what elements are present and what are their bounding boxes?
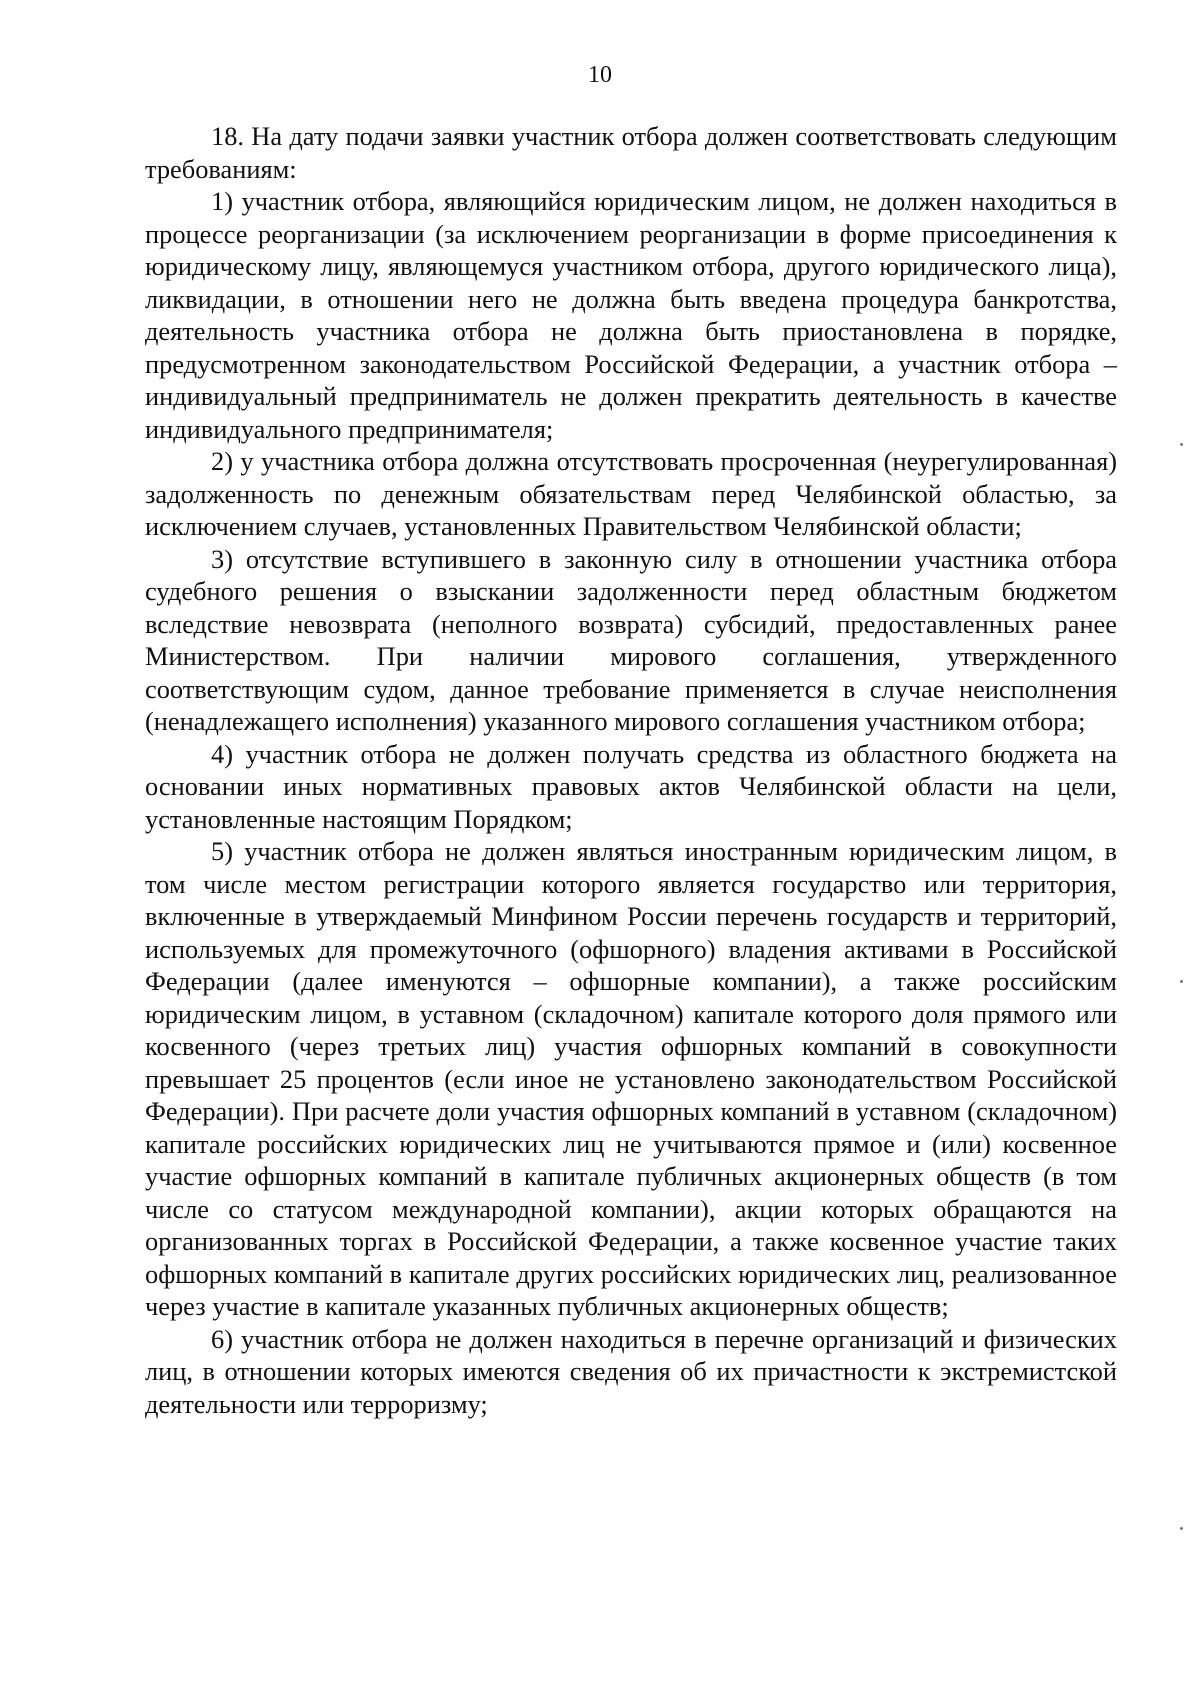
- scan-speck: [1180, 443, 1183, 446]
- document-body: [145, 120, 1117, 1420]
- paragraph-item-5: 5) участник отбора не должен являться иностранным юридическим лицом, в том числе местом регистрации которого является государство или территория, включенные в утверждаемый Минфином России перечень государств и территорий, используемых для промежуточного (офшорного) владения активами в Российской Федерации (далее именуются – офшорные компании), а также российским юридическим лицом, в уставном (складочном) капитале которого доля прямого или косвенного (через третьих лиц) участия офшорных компаний в совокупности превышает 25 процентов (если иное не установлено законодательством Российской Федерации). При расчете доли участия офшорных компаний в уставном (складочном) капитале российских юридических лиц не учитываются прямое и (или) косвенное участие офшорных компаний в капитале публичных акционерных обществ (в том числе со статусом международной компании), акции которых обращаются на организованных торгах в Российской Федерации, а также косвенное участие таких офшорных компаний в капитале других российских юридических лиц, реализованное через участие в капитале указанных публичных акционерных обществ;: [145, 836, 1117, 1321]
- scan-speck: [1180, 980, 1183, 983]
- paragraph-item-6: 6) участник отбора не должен находиться в перечне организаций и физических лиц, в отношении которых имеются сведения об их причастности к экстремистской деятельности или терроризму;: [145, 1323, 1117, 1419]
- paragraph-item-1: 1) участник отбора, являющийся юридическим лицом, не должен находиться в процессе реорганизации (за исключением реорганизации в форме присоединения к юридическому лицу, являющемуся участником отбора, другого юридического лица), ликвидации, в отношении него не должна быть введена процедура банкротства, деятельность участника отбора не должна быть приостановлена в порядке, предусмотренном законодательством Российской Федерации, а участник отбора – индивидуальный предприниматель не должен прекратить деятельность в качестве индивидуального предпринимателя;: [145, 186, 1117, 444]
- page-number: 10: [588, 62, 612, 88]
- paragraph-item-2: 2) у участника отбора должна отсутствовать просроченная (неурегулированная) задолженность по денежным обязательствам перед Челябинской областью, за исключением случаев, установленных Правительством Челябинской области;: [145, 446, 1117, 541]
- scan-speck: [1180, 1527, 1183, 1530]
- paragraph-item-3: 3) отсутствие вступившего в законную силу в отношении участника отбора судебного решения о взыскании задолженности перед областным бюджетом вследствие невозврата (неполного возврата) субсидий, предоставленных ранее Министерством. При наличии мирового соглашения, утвержденного соответствующим судом, данное требование применяется в случае неисполнения (ненадлежащего исполнения) указанного мирового соглашения участником отбора;: [145, 543, 1117, 736]
- paragraph-item-4: 4) участник отбора не должен получать средства из областного бюджета на основании иных нормативных правовых актов Челябинской области на цели, установленные настоящим Порядком;: [145, 738, 1117, 834]
- paragraph-18: 18. На дату подачи заявки участник отбора должен соответствовать следующим требованиям:: [145, 121, 1117, 184]
